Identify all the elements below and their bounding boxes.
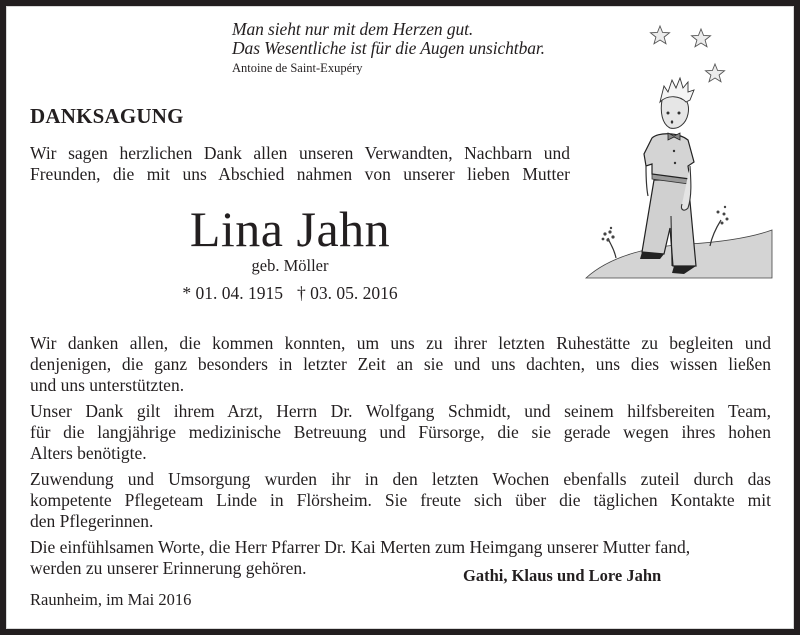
quote-line-2: Das Wesentliche ist für die Augen unsichtbar. — [232, 38, 545, 58]
paragraph-3 — [30, 469, 771, 532]
paragraph-line: Unser Dank gilt ihrem Arzt, Herrn Dr. Wolfgang Schmidt, und seinem hilfsbereiten Team, — [30, 401, 771, 421]
quote-block — [232, 20, 592, 76]
deceased-name: Lina Jahn — [189, 201, 391, 257]
star-icon — [692, 29, 711, 47]
intro-text — [30, 143, 570, 185]
deceased-dates — [140, 282, 440, 304]
little-prince-illustration — [580, 16, 780, 284]
paragraph-line: Wir danken allen, die kommen konnten, um uns zu ihrer letzten Ruhestätte zu begleiten und — [30, 333, 771, 353]
birth-date: * 01. 04. 1915 — [182, 283, 283, 303]
paragraph-line: werden zu unserer Erinnerung gehören. — [30, 558, 307, 578]
body-text — [30, 333, 771, 584]
paragraph-1 — [30, 333, 771, 396]
paragraph-line: Alters benötigte. — [30, 443, 147, 463]
deceased-maiden-name: geb. Möller — [251, 256, 329, 275]
paragraph-2 — [30, 401, 771, 464]
intro-line-2: Freunden, die mit uns Abschied nahmen von unserer lieben Mutter — [30, 164, 570, 184]
heading-danksagung: DANKSAGUNG — [30, 104, 184, 128]
paragraph-line: denjenigen, die ganz besonders in letzter Zeit an sie und uns dachten, uns dies wissen ließen — [30, 354, 771, 374]
paragraph-line: Zuwendung und Umsorgung wurden ihr in den letzten Wochen ebenfalls zuteil durch das — [30, 469, 771, 489]
quote-line-1: Man sieht nur mit dem Herzen gut. — [232, 19, 474, 39]
star-icon — [706, 64, 725, 82]
signature: Gathi, Klaus und Lore Jahn — [463, 566, 662, 585]
star-icon — [651, 26, 670, 44]
quote-author: Antoine de Saint-Exupéry — [232, 61, 363, 75]
place-date: Raunheim, im Mai 2016 — [30, 590, 192, 609]
paragraph-line: und uns unterstützten. — [30, 375, 185, 395]
paragraph-line: den Pflegerinnen. — [30, 511, 154, 531]
intro-line-1: Wir sagen herzlichen Dank allen unseren Verwandten, Nachbarn und — [30, 143, 570, 163]
paragraph-line: Die einfühlsamen Worte, die Herr Pfarrer Dr. Kai Merten zum Heimgang unserer Mutter fand, — [30, 537, 691, 557]
deceased-block — [140, 202, 440, 304]
paragraph-line: für die langjährige medizinische Betreuung und Fürsorge, die sie gerade wegen ihres hohen — [30, 422, 771, 442]
death-date: † 03. 05. 2016 — [297, 283, 398, 303]
obituary-notice — [6, 6, 794, 629]
paragraph-line: kompetente Pflegeteam Linde in Flörsheim. Sie freute sich über die täglichen Kontakte mit — [30, 490, 771, 510]
